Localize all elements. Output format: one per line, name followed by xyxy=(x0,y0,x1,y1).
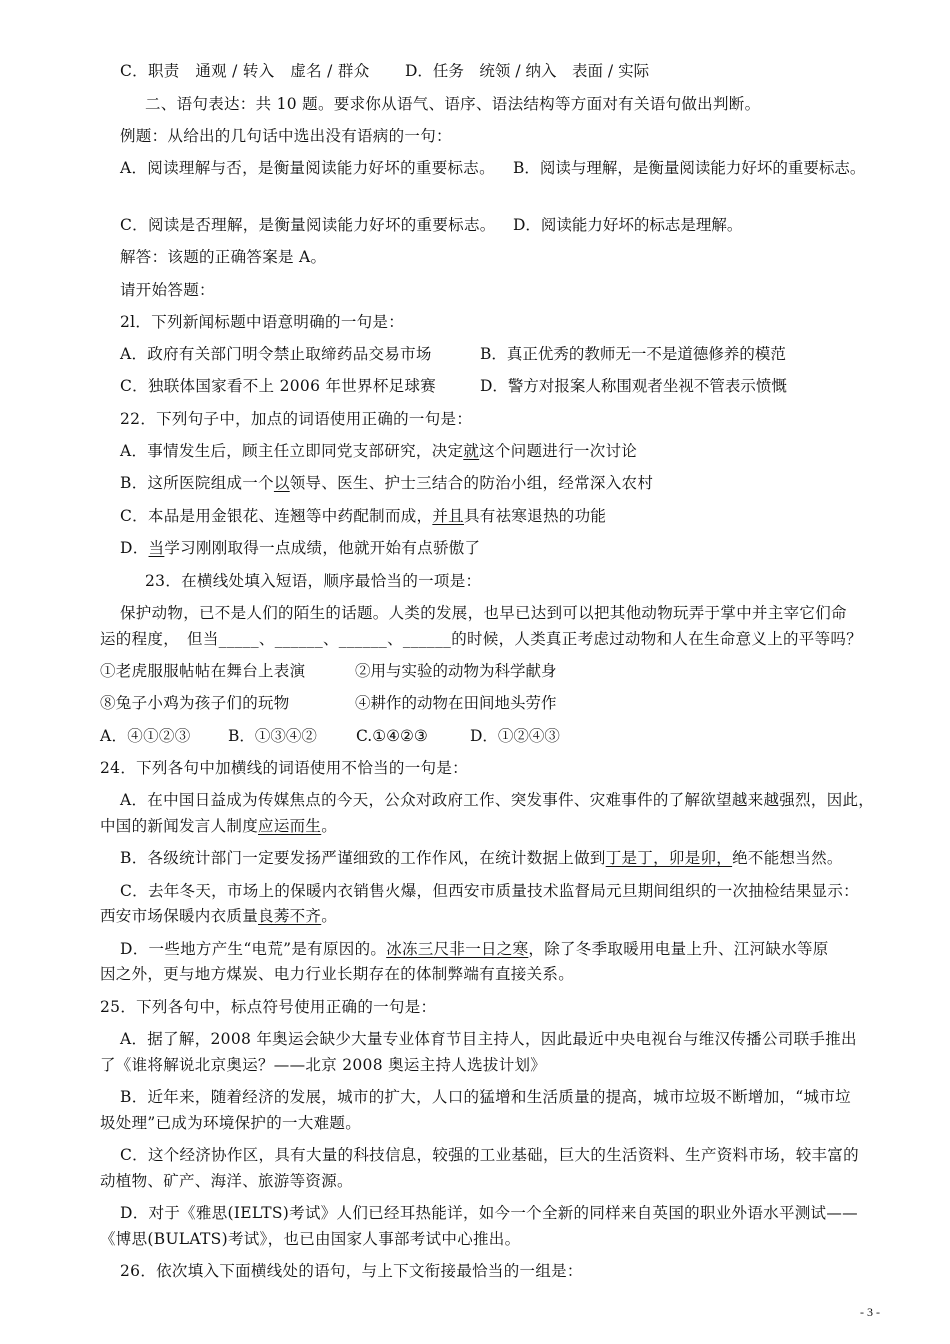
example-option-b: B．阅读与理解，是衡量阅读能力好坏的重要标志。 xyxy=(513,159,866,177)
q25-option-a-line-2: 了《谁将解说北京奥运？——北京 2008 奥运主持人选拔计划》 xyxy=(100,1056,547,1074)
q21-option-a: A．政府有关部门明令禁止取缔药品交易市场 xyxy=(120,345,432,363)
page-number: - 3 - xyxy=(860,1305,880,1319)
q22-option-d: D．当学习刚刚取得一点成绩，他就开始有点骄傲了 xyxy=(120,539,481,557)
q21-option-b: B．真正优秀的教师无一不是道德修养的模范 xyxy=(480,345,786,363)
start-answering: 请开始答题： xyxy=(120,281,215,299)
q23-phrase-3: ⑧兔子小鸡为孩子们的玩物 xyxy=(100,694,290,712)
marked-word: 并且 xyxy=(432,507,464,525)
option-d-row: D．任务 统领 / 纳入 表面 / 实际 xyxy=(405,62,650,80)
q23-passage-line-1: 保护动物，已不是人们的陌生的话题。人类的发展，也早已达到可以把其他动物玩弄于掌中并主宰它们命 xyxy=(120,604,847,622)
marked-word: 就 xyxy=(463,442,480,460)
q22-option-c: C．本品是用金银花、连翘等中药配制而成，并且具有祛寒退热的功能 xyxy=(120,507,607,525)
option-c-row: C．职责 通观 / 转入 虚名 / 群众 xyxy=(120,62,370,80)
q25-option-c-line-2: 动植物、矿产、海洋、旅游等资源。 xyxy=(100,1172,353,1190)
q24-option-a-line-2: 中国的新闻发言人制度应运而生。 xyxy=(100,817,338,835)
q25-option-d-line-2: 《博思(BULATS)考试》，也已由国家人事部考试中心推出。 xyxy=(100,1230,521,1248)
marked-word: 以 xyxy=(273,474,290,492)
q24-option-a-line-1: A．在中国日益成为传媒焦点的今天，公众对政府工作、突发事件、灾难事件的了解欲望越来越强烈，因此， xyxy=(120,791,875,809)
q25-option-b-line-1: B．近年来，随着经济的发展，城市的扩大，人口的猛增和生活质量的提高，城市垃圾不断增加，“城市垃 xyxy=(120,1088,851,1106)
underlined-phrase: 良莠不齐 xyxy=(258,907,322,925)
q21-option-d: D．警方对报案人称围观者坐视不管表示愤慨 xyxy=(480,377,787,395)
q23-option-c: C.①④②③ xyxy=(356,727,428,745)
underlined-phrase: 丁是丁，卯是卯， xyxy=(605,849,733,867)
q24-option-c-line-1: C．去年冬天，市场上的保暖内衣销售火爆，但西安市质量技术监督局元旦期间组织的一次抽检结果显示： xyxy=(120,882,859,900)
q23-phrase-4: ④耕作的动物在田间地头劳作 xyxy=(355,694,557,712)
question-21: 2l．下列新闻标题中语意明确的一句是： xyxy=(120,313,405,331)
question-25: 25．下列各句中，标点符号使用正确的一句是： xyxy=(100,998,437,1016)
q24-option-b: B．各级统计部门一定要发扬严谨细致的工作作风，在统计数据上做到丁是丁，卯是卯，绝不能想当然。 xyxy=(120,849,843,867)
q25-option-c-line-1: C．这个经济协作区，具有大量的科技信息，较强的工业基础，巨大的生活资料、生产资料市场，较丰富的 xyxy=(120,1146,859,1164)
q24-option-d-line-2: 因之外，更与地方煤炭、电力行业长期存在的体制弊端有直接关系。 xyxy=(100,965,575,983)
example-option-a: A．阅读理解与否，是衡量阅读能力好坏的重要标志。 xyxy=(120,159,495,177)
q23-phrase-2: ②用与实验的动物为科学献身 xyxy=(355,662,557,680)
example-answer: 解答：该题的正确答案是 A。 xyxy=(120,248,327,266)
underlined-phrase: 冰冻三尺非一日之寒 xyxy=(386,940,529,958)
q23-option-d: D．①②④③ xyxy=(470,727,560,745)
q23-option-b: B．①③④② xyxy=(228,727,317,745)
q23-phrase-1: ①老虎服服帖帖在舞台上表演 xyxy=(100,662,306,680)
q25-option-b-line-2: 圾处理”已成为环境保护的一大难题。 xyxy=(100,1114,362,1132)
marked-word: 当 xyxy=(148,539,165,557)
example-intro: 例题：从给出的几句话中选出没有语病的一句： xyxy=(120,127,452,145)
q25-option-a-line-1: A．据了解，2008 年奥运会缺少大量专业体育节目主持人，因此最近中央电视台与维汉传播公司联手推出 xyxy=(120,1030,857,1048)
q23-option-a: A．④①②③ xyxy=(100,727,191,745)
q24-option-d-line-1: D．一些地方产生“电荒”是有原因的。冰冻三尺非一日之寒，除了冬季取暖用电量上升、江河缺水等原 xyxy=(120,940,829,958)
example-option-c: C．阅读是否理解，是衡量阅读能力好坏的重要标志。 xyxy=(120,216,496,234)
question-22: 22．下列句子中，加点的词语使用正确的一句是： xyxy=(120,410,473,428)
underlined-phrase: 应运而生 xyxy=(258,817,322,835)
q21-option-c: C．独联体国家看不上 2006 年世界杯足球赛 xyxy=(120,377,437,395)
question-24: 24．下列各句中加横线的词语使用不恰当的一句是： xyxy=(100,759,468,777)
q22-option-a: A．事情发生后，顾主任立即同党支部研究，决定就这个问题进行一次讨论 xyxy=(120,442,638,460)
q22-option-b: B．这所医院组成一个以领导、医生、护士三结合的防治小组，经常深入农村 xyxy=(120,474,654,492)
question-26: 26．依次填入下面横线处的语句，与上下文衔接最恰当的一组是： xyxy=(120,1262,583,1280)
q23-passage-line-2: 运的程度， 但当_____、______、______、______的时候，人类真正考虑过动物和人在生命意义上的平等吗？ xyxy=(100,630,863,648)
q25-option-d-line-1: D．对于《雅思(IELTS)考试》人们已经耳热能详，如今一个全新的同样来自英国的职业外语水平测试—— xyxy=(120,1204,858,1222)
section-heading: 二、语句表达：共 10 题。要求你从语气、语序、语法结构等方面对有关语句做出判断。 xyxy=(145,95,761,113)
question-23: 23．在横线处填入短语，顺序最恰当的一项是： xyxy=(145,572,482,590)
example-option-d: D．阅读能力好坏的标志是理解。 xyxy=(513,216,743,234)
q24-option-c-line-2: 西安市场保暖内衣质量良莠不齐。 xyxy=(100,907,338,925)
